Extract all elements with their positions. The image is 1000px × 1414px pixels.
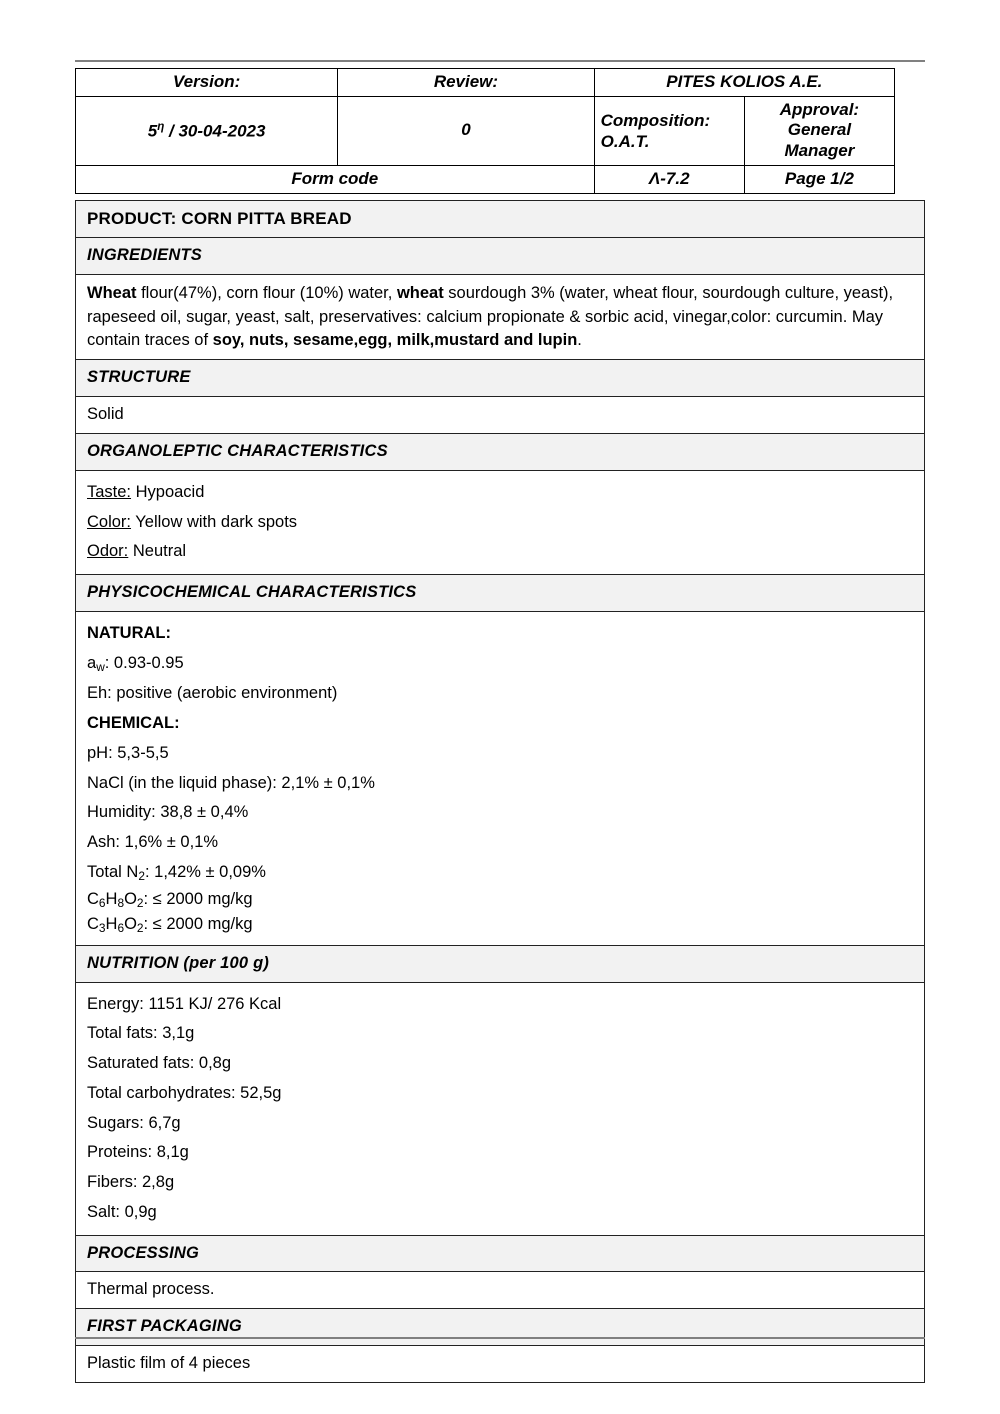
physicochemical-cell bbox=[76, 611, 925, 945]
structure-value: Solid bbox=[76, 397, 925, 434]
c3h6o2-o: O bbox=[124, 915, 137, 934]
ingredients-header: INGREDIENTS bbox=[76, 238, 925, 275]
natural-subheader: NATURAL: bbox=[87, 623, 172, 642]
version-value bbox=[76, 96, 338, 165]
chemical-subheader: CHEMICAL: bbox=[87, 714, 180, 732]
form-code-value: Λ-7.2 bbox=[594, 165, 744, 193]
taste-label: Taste: bbox=[87, 482, 132, 501]
c3h6o2-c-sub: 3 bbox=[98, 921, 106, 936]
c6h8o2-value: : ≤ 2000 mg/kg bbox=[143, 890, 253, 909]
product-header: PRODUCT: CORN PITTA BREAD bbox=[76, 201, 925, 238]
row-processing-body bbox=[76, 1272, 925, 1309]
structure-header: STRUCTURE bbox=[76, 360, 925, 397]
page-number: Page 1/2 bbox=[744, 165, 894, 193]
ingredients-part-2: sourdough 3% (water, wheat flour, sourdough culture, yeast), rapeseed oil, sugar, yeast, salt, preservatives: calcium propionate & sorbic acid, vinegar,color: curcumin. May contain traces of bbox=[87, 284, 894, 350]
id-table-row-1 bbox=[76, 69, 895, 97]
c6h8o2-c-sub: 6 bbox=[98, 896, 106, 911]
packaging-value: Plastic film of 4 pieces bbox=[76, 1345, 925, 1382]
taste-value: Hypoacid bbox=[131, 482, 205, 501]
total-nitrogen-line bbox=[87, 858, 914, 889]
humidity-line: Humidity: 38,8 ± 0,4% bbox=[87, 803, 249, 822]
organoleptic-item bbox=[87, 537, 914, 567]
id-table-row-3 bbox=[76, 165, 895, 193]
odor-value: Neutral bbox=[128, 542, 187, 561]
aw-symbol: a bbox=[87, 653, 97, 672]
review-label: Review: bbox=[338, 69, 594, 97]
row-packaging-body bbox=[76, 1345, 925, 1382]
composition-label: Composition: bbox=[600, 110, 711, 130]
nutrition-item: Saturated fats: 0,8g bbox=[87, 1054, 232, 1073]
nutrition-item: Sugars: 6,7g bbox=[87, 1113, 181, 1132]
aw-value: : 0.93-0.95 bbox=[104, 653, 184, 672]
odor-label: Odor: bbox=[87, 542, 129, 561]
nutrition-item: Total carbohydrates: 52,5g bbox=[87, 1083, 282, 1102]
ph-line: pH: 5,3-5,5 bbox=[87, 743, 169, 762]
total-n-subscript: 2 bbox=[138, 868, 145, 883]
total-n-value: : 1,42% ± 0,09% bbox=[144, 862, 266, 881]
ingredients-part-1: flour(47%), corn flour (10%) water, bbox=[136, 284, 397, 303]
version-date: / 30-04-2023 bbox=[164, 121, 266, 141]
row-packaging-header bbox=[76, 1309, 925, 1346]
row-physicochemical-header bbox=[76, 575, 925, 612]
c3h6o2-h-sub: 6 bbox=[117, 921, 125, 936]
c3h6o2-c: C bbox=[87, 915, 99, 934]
identification-table bbox=[75, 68, 895, 194]
ash-line: Ash: 1,6% ± 0,1% bbox=[87, 833, 219, 852]
organoleptic-cell bbox=[76, 470, 925, 574]
water-activity-line bbox=[87, 649, 914, 680]
composition-cell bbox=[594, 96, 744, 165]
row-ingredients-header bbox=[76, 238, 925, 275]
color-value: Yellow with dark spots bbox=[131, 512, 298, 531]
nacl-line: NaCl (in the liquid phase): 2,1% ± 0,1% bbox=[87, 773, 375, 792]
row-nutrition-header bbox=[76, 945, 925, 982]
processing-header: PROCESSING bbox=[76, 1235, 925, 1272]
color-label: Color: bbox=[87, 512, 132, 531]
specification-table bbox=[75, 200, 925, 1383]
packaging-header: FIRST PACKAGING bbox=[76, 1309, 925, 1346]
version-ordinal-suffix: η bbox=[157, 120, 165, 133]
version-number: 5 bbox=[147, 121, 158, 141]
row-structure-body bbox=[76, 397, 925, 434]
ingredients-part-3: . bbox=[577, 331, 582, 350]
row-processing-header bbox=[76, 1235, 925, 1272]
c6h8o2-o-sub: 2 bbox=[136, 896, 144, 911]
nutrition-cell bbox=[76, 982, 925, 1235]
organoleptic-item bbox=[87, 508, 914, 538]
approval-cell: Approval: General Manager bbox=[744, 96, 894, 165]
version-label: Version: bbox=[76, 69, 338, 97]
c3h6o2-h: H bbox=[105, 915, 118, 934]
row-ingredients-body bbox=[76, 275, 925, 360]
c6h8o2-h: H bbox=[105, 890, 118, 909]
c6h8o2-c: C bbox=[87, 890, 99, 909]
row-physicochemical-body bbox=[76, 611, 925, 945]
review-value: 0 bbox=[338, 96, 594, 165]
organoleptic-header: ORGANOLEPTIC CHARACTERISTICS bbox=[76, 434, 925, 471]
c6h8o2-o: O bbox=[124, 890, 137, 909]
company-name: PITES KOLIOS A.E. bbox=[594, 69, 894, 97]
nutrition-item: Energy: 1151 KJ/ 276 Kcal bbox=[87, 994, 282, 1013]
row-structure-header bbox=[76, 360, 925, 397]
c6h8o2-h-sub: 8 bbox=[117, 896, 125, 911]
id-table-row-2 bbox=[76, 96, 895, 165]
nutrition-item: Total fats: 3,1g bbox=[87, 1024, 195, 1043]
nutrition-item: Salt: 0,9g bbox=[87, 1202, 157, 1221]
c3h6o2-o-sub: 2 bbox=[136, 921, 144, 936]
composition-value: O.A.T. bbox=[600, 131, 650, 151]
page-footer-rule bbox=[75, 1337, 925, 1339]
c3h6o2-value: : ≤ 2000 mg/kg bbox=[143, 915, 253, 934]
ingredient-allergen-traces: soy, nuts, sesame,egg, milk,mustard and lupin bbox=[212, 331, 578, 350]
row-nutrition-body bbox=[76, 982, 925, 1235]
page-header-rule bbox=[75, 60, 925, 62]
physicochemical-header: PHYSICOCHEMICAL CHARACTERISTICS bbox=[76, 575, 925, 612]
propionic-acid-line bbox=[87, 913, 914, 938]
ingredient-allergen-wheat-2: wheat bbox=[396, 284, 444, 303]
organoleptic-item bbox=[87, 478, 914, 508]
ingredient-allergen-wheat-1: Wheat bbox=[87, 284, 137, 303]
total-n-label: Total N bbox=[87, 862, 139, 881]
nutrition-item: Fibers: 2,8g bbox=[87, 1173, 175, 1192]
row-organoleptic-body bbox=[76, 470, 925, 574]
ingredients-text bbox=[87, 282, 914, 352]
row-product bbox=[76, 201, 925, 238]
row-organoleptic-header bbox=[76, 434, 925, 471]
sorbic-acid-line bbox=[87, 888, 914, 913]
redox-potential-line: Eh: positive (aerobic environment) bbox=[87, 684, 338, 703]
form-code-label: Form code bbox=[76, 165, 595, 193]
nutrition-header: NUTRITION (per 100 g) bbox=[76, 945, 925, 982]
nutrition-item: Proteins: 8,1g bbox=[87, 1143, 189, 1162]
processing-value: Thermal process. bbox=[76, 1272, 925, 1309]
ingredients-cell bbox=[76, 275, 925, 360]
aw-subscript: w bbox=[96, 659, 105, 674]
